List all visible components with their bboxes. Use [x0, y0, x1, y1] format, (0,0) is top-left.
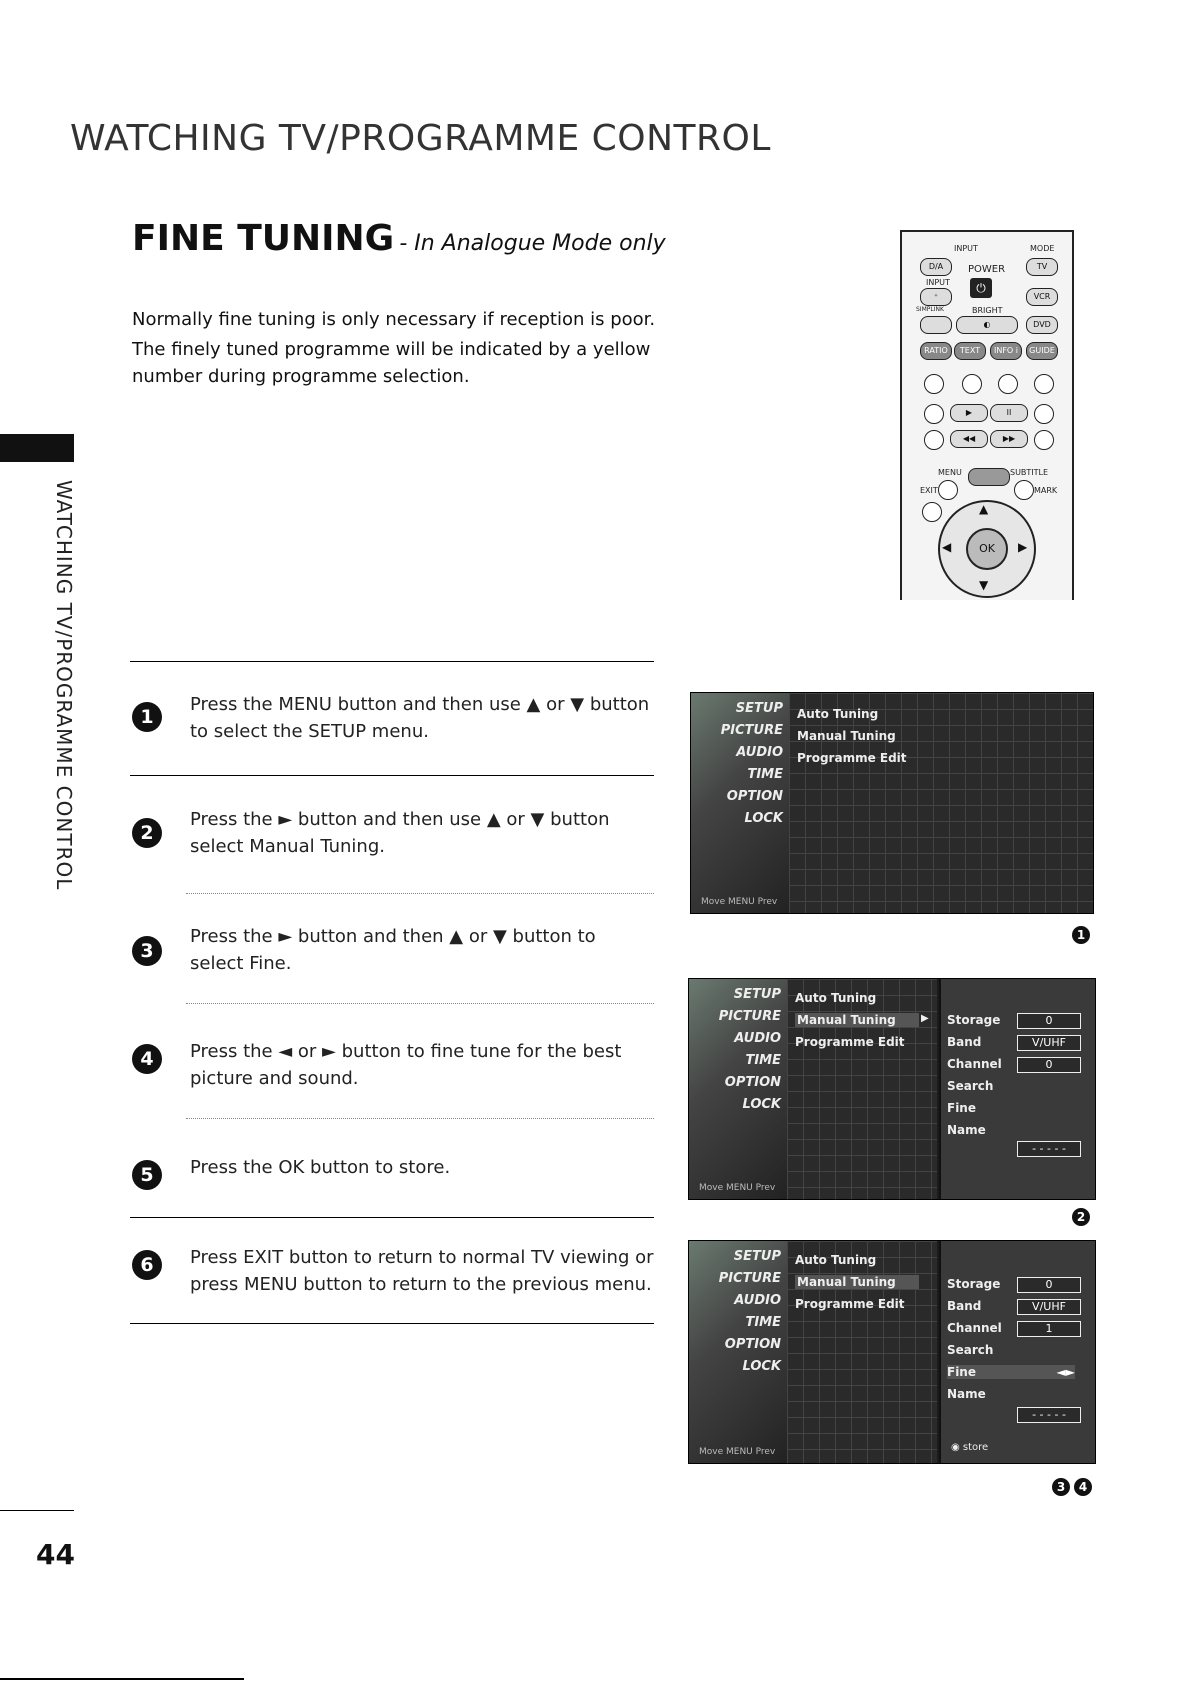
remote-label: POWER	[968, 264, 1006, 275]
osd-field-label: Storage	[947, 1277, 1001, 1291]
remote-label: SUBTITLE	[1010, 468, 1049, 477]
osd-menu-item: AUDIO	[736, 745, 783, 760]
remote-label: INPUT	[926, 278, 950, 287]
mark-button-icon	[1014, 480, 1034, 500]
osd-store-hint	[951, 1442, 988, 1453]
section-divider	[130, 1217, 654, 1218]
remote-label: MENU	[938, 468, 962, 477]
step-number: 3	[132, 936, 162, 966]
osd-menu-item: LOCK	[744, 811, 783, 826]
osd-menu-item: TIME	[745, 1053, 781, 1068]
osd-field-label: Search	[947, 1079, 994, 1093]
osd-submenu-item: Auto Tuning	[797, 707, 879, 721]
remote-label: MODE	[1030, 244, 1055, 253]
figure-number: 1	[1072, 926, 1090, 944]
down-arrow-icon: ▼	[979, 578, 989, 592]
remote-button: ⁺	[920, 288, 952, 306]
osd-storage-value: 0	[1017, 1013, 1081, 1029]
osd-menu-item: SETUP	[735, 701, 783, 716]
exit-button-icon	[938, 480, 958, 500]
step-number: 4	[132, 1044, 162, 1074]
osd-submenu-item: Programme Edit	[795, 1035, 905, 1049]
stop-icon	[1034, 404, 1054, 424]
osd-menu-item: AUDIO	[734, 1031, 781, 1046]
remote-button: D/A	[920, 258, 952, 276]
osd-screen-manual-tuning	[688, 978, 1096, 1200]
section-divider	[130, 1323, 654, 1324]
osd-menu-item: PICTURE	[720, 723, 783, 738]
osd-field-label: Name	[947, 1123, 986, 1137]
osd-footer: Move MENU Prev	[699, 1183, 776, 1193]
skip-back-icon	[924, 430, 944, 450]
osd-left-menu	[689, 1241, 787, 1463]
osd-band-value: V/UHF	[1017, 1299, 1081, 1315]
xstudio-button	[968, 468, 1010, 486]
osd-menu-item: TIME	[745, 1315, 781, 1330]
power-icon: ⏻	[970, 278, 992, 298]
osd-menu-item: LOCK	[742, 1097, 781, 1112]
remote-label: SIMPLINK	[916, 306, 944, 313]
osd-menu-item: PICTURE	[718, 1009, 781, 1024]
figure-number: 4	[1074, 1478, 1092, 1496]
dotted-divider	[186, 1003, 654, 1004]
osd-field-label: Search	[947, 1343, 994, 1357]
osd-menu-item: PICTURE	[718, 1271, 781, 1286]
section-subtitle: - In Analogue Mode only	[399, 231, 666, 256]
osd-band-value: V/UHF	[1017, 1035, 1081, 1051]
section-divider	[130, 661, 654, 662]
osd-submenu-item: Auto Tuning	[795, 1253, 877, 1267]
osd-field-label-selected: Fine	[947, 1365, 1075, 1379]
step-number: 6	[132, 1250, 162, 1280]
page-number: 44	[36, 1538, 75, 1571]
osd-tuning-panel	[939, 1241, 1095, 1463]
osd-left-menu	[689, 979, 787, 1199]
osd-submenu	[787, 979, 937, 1199]
step-number: 2	[132, 818, 162, 848]
page-title: WATCHING TV/PROGRAMME CONTROL	[70, 118, 771, 159]
figure-number: 3	[1052, 1478, 1070, 1496]
section-divider	[130, 775, 654, 776]
rewind-icon: ◀◀	[950, 430, 988, 448]
osd-menu-item: OPTION	[724, 1337, 781, 1352]
remote-control-illustration	[900, 230, 1074, 600]
osd-field-label: Band	[947, 1299, 982, 1313]
page-number-rule	[0, 1510, 74, 1511]
remote-label: EXIT	[920, 486, 938, 495]
osd-submenu-item-selected: Manual Tuning	[795, 1275, 919, 1289]
osd-screen-setup-menu	[690, 692, 1094, 914]
ok-button: OK	[966, 528, 1008, 570]
remote-label: INPUT	[954, 244, 978, 253]
remote-button	[920, 316, 952, 334]
step-number: 5	[132, 1160, 162, 1190]
remote-button: DVD	[1026, 316, 1058, 334]
osd-submenu	[787, 1241, 937, 1463]
osd-field-label: Name	[947, 1387, 986, 1401]
bottom-rule	[0, 1678, 244, 1680]
osd-footer: Move MENU Prev	[699, 1447, 776, 1457]
osd-menu-item: LOCK	[742, 1359, 781, 1374]
osd-left-menu	[691, 693, 789, 913]
osd-store-label: store	[962, 1442, 989, 1453]
osd-submenu	[789, 693, 1093, 913]
color-button	[1034, 374, 1054, 394]
step-text: Press EXIT button to return to normal TV viewing or press MENU button to return to the previous menu.	[190, 1247, 654, 1295]
section-title	[132, 218, 666, 259]
step-text: Press the ► button and then use ▲ or ▼ button select Manual Tuning.	[190, 809, 610, 857]
ok-icon: ◉	[951, 1442, 963, 1453]
color-button	[998, 374, 1018, 394]
step-number: 1	[132, 702, 162, 732]
dotted-divider	[186, 893, 654, 894]
remote-button: VCR	[1026, 288, 1058, 306]
osd-field-label: Channel	[947, 1057, 1002, 1071]
remote-label: BRIGHT	[972, 306, 1003, 315]
remote-button: TV	[1026, 258, 1058, 276]
intro-paragraph: Normally fine tuning is only necessary if reception is poor.	[132, 309, 656, 330]
osd-menu-item: AUDIO	[734, 1293, 781, 1308]
step-text: Press the MENU button and then use ▲ or ▼ button to select the SETUP menu.	[190, 694, 650, 742]
section-title-main: FINE TUNING	[132, 218, 395, 259]
osd-menu-item: OPTION	[726, 789, 783, 804]
fast-forward-icon: ▶▶	[990, 430, 1028, 448]
up-arrow-icon: ▲	[979, 502, 989, 516]
osd-channel-value: 1	[1017, 1321, 1081, 1337]
osd-tuning-panel	[939, 979, 1095, 1199]
osd-storage-value: 0	[1017, 1277, 1081, 1293]
right-arrow-icon: ▶	[1018, 540, 1028, 554]
osd-arrow-icon: ▶	[921, 1013, 929, 1024]
dotted-divider	[186, 1118, 654, 1119]
osd-menu-item: SETUP	[733, 1249, 781, 1264]
fine-tune-arrows-icon: ◄►	[1056, 1365, 1075, 1379]
remote-button: TEXT	[954, 342, 986, 360]
color-button	[924, 374, 944, 394]
osd-field-label: Fine	[947, 1101, 976, 1115]
osd-submenu-item: Programme Edit	[795, 1297, 905, 1311]
osd-menu-item: SETUP	[733, 987, 781, 1002]
osd-channel-value: 0	[1017, 1057, 1081, 1073]
osd-name-value: - - - - -	[1017, 1141, 1081, 1157]
intro-text	[132, 306, 662, 393]
remote-button: GUIDE	[1026, 342, 1058, 360]
remote-button: INFO i	[990, 342, 1022, 360]
color-button	[962, 374, 982, 394]
remote-button: ◐	[956, 316, 1018, 334]
figure-number: 2	[1072, 1208, 1090, 1226]
remote-button: RATIO	[920, 342, 952, 360]
side-tab-marker	[0, 434, 74, 462]
left-arrow-icon: ◀	[942, 540, 952, 554]
osd-field-label: Storage	[947, 1013, 1001, 1027]
osd-submenu-item: Auto Tuning	[795, 991, 877, 1005]
osd-submenu-item: Programme Edit	[797, 751, 907, 765]
step-text: Press the ◄ or ► button to fine tune for the best picture and sound.	[190, 1041, 622, 1089]
side-tab-text: WATCHING TV/PROGRAMME CONTROL	[52, 480, 76, 891]
osd-field-label: Channel	[947, 1321, 1002, 1335]
osd-submenu-item-selected: Manual Tuning	[795, 1013, 919, 1027]
osd-field-label: Band	[947, 1035, 982, 1049]
osd-menu-item: OPTION	[724, 1075, 781, 1090]
osd-menu-item: TIME	[747, 767, 783, 782]
intro-paragraph: The finely tuned programme will be indicated by a yellow number during programme selection.	[132, 339, 651, 387]
osd-name-value: - - - - -	[1017, 1407, 1081, 1423]
play-icon: ▶	[950, 404, 988, 422]
osd-submenu-item: Manual Tuning	[797, 729, 896, 743]
remote-label: MARK	[1034, 486, 1058, 495]
step-text: Press the ► button and then ▲ or ▼ button to select Fine.	[190, 926, 596, 974]
skip-forward-icon	[1034, 430, 1054, 450]
osd-screen-fine-tuning	[688, 1240, 1096, 1464]
step-text: Press the OK button to store.	[190, 1157, 451, 1178]
record-button-icon	[924, 404, 944, 424]
pause-icon: II	[990, 404, 1028, 422]
osd-footer: Move MENU Prev	[701, 897, 778, 907]
menu-button-icon	[922, 502, 942, 522]
